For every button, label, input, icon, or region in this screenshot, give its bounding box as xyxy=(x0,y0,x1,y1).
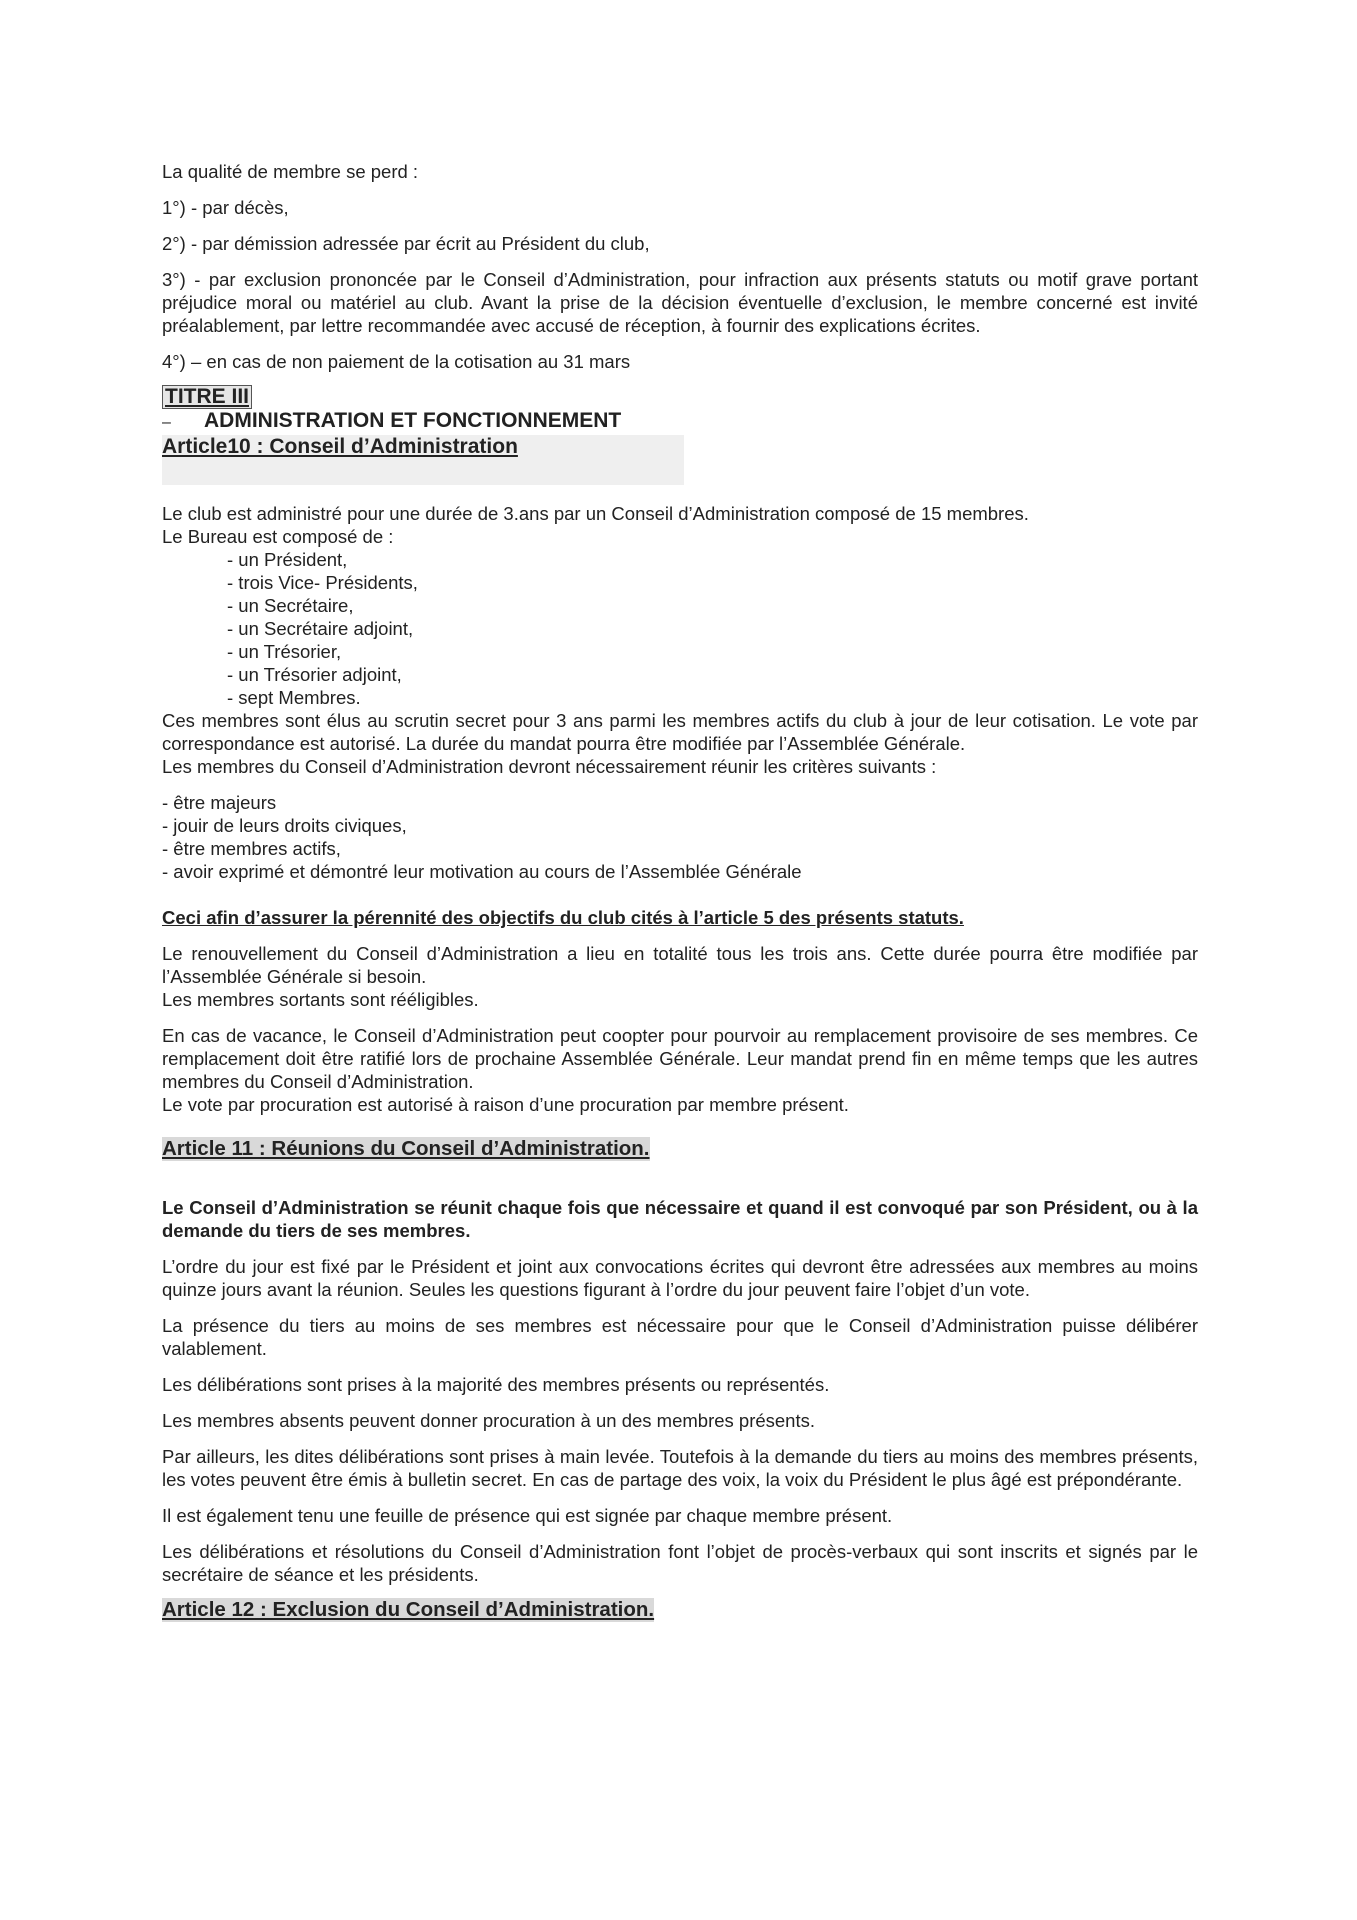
list-item: - trois Vice- Présidents, xyxy=(227,572,418,593)
article10-intro-line-2: Le Bureau est composé de : xyxy=(162,526,394,547)
reeligible-text: Les membres sortants sont rééligibles. xyxy=(162,989,479,1010)
article11-bold-intro: Le Conseil d’Administration se réunit chaque fois que nécessaire et quand il est convoqué par son Président, ou à la demande du tiers de ses membres. xyxy=(162,1197,1198,1241)
list-item: - être majeurs xyxy=(162,792,277,813)
article11-paragraph: Il est également tenu une feuille de présence qui est signée par chaque membre présent. xyxy=(162,1505,893,1526)
list-item: - être membres actifs, xyxy=(162,838,341,859)
article11-paragraph: La présence du tiers au moins de ses membres est nécessaire pour que le Conseil d’Administration puisse délibérer valablement. xyxy=(162,1315,1198,1359)
article10-heading-box xyxy=(162,435,684,485)
article11-paragraph: L’ordre du jour est fixé par le Président et joint aux convocations écrites qui devront être adressées aux membres au moins quinze jours avant la réunion. Seules les questions figurant à l’ordre du jour peuvent faire l’objet d’un vote. xyxy=(162,1256,1198,1300)
article11-heading: Article 11 : Réunions du Conseil d’Administration. xyxy=(162,1137,650,1160)
article11-paragraph: Les délibérations sont prises à la majorité des membres présents ou représentés. xyxy=(162,1374,830,1395)
article11-paragraph: Les membres absents peuvent donner procuration à un des membres présents. xyxy=(162,1410,816,1431)
article10-heading: Article10 : Conseil d’Administration xyxy=(162,435,518,458)
article11-paragraph: Les délibérations et résolutions du Conseil d’Administration font l’objet de procès-verbaux qui sont inscrits et signés par le secrétaire de séance et les présidents. xyxy=(162,1541,1198,1585)
renewal-text: Le renouvellement du Conseil d’Administration a lieu en totalité tous les trois ans. Cette durée pourra être modifiée par l’Assemblée Générale si besoin. xyxy=(162,943,1198,987)
election-text: Ces membres sont élus au scrutin secret pour 3 ans parmi les membres actifs du club à jour de leur cotisation. Le vote par correspondance est autorisé. La durée du mandat pourra être modifiée par l’Assemblée Générale. xyxy=(162,710,1198,754)
loss-item-3: 3°) - par exclusion prononcée par le Conseil d’Administration, pour infraction aux présents statuts ou motif grave portant préjudice moral ou matériel au club. Avant la prise de la décision éventuelle d’exclusion, le membre concerné est invité préalablement, par lettre recommandée avec accusé de réception, à fournir des explications écrites. xyxy=(162,269,1198,336)
titre-label: TITRE III xyxy=(162,385,252,409)
loss-item-2: 2°) - par démission adressée par écrit au Président du club, xyxy=(162,233,650,254)
loss-item-1: 1°) - par décès, xyxy=(162,197,289,218)
titre-subtitle-line xyxy=(162,409,1198,435)
titre-subtitle: ADMINISTRATION ET FONCTIONNEMENT xyxy=(204,409,622,432)
article12-heading: Article 12 : Exclusion du Conseil d’Administration. xyxy=(162,1598,655,1621)
article11-heading-wrap xyxy=(162,1137,1198,1161)
page-content xyxy=(162,160,1198,1622)
list-item: - avoir exprimé et démontré leur motivation au cours de l’Assemblée Générale xyxy=(162,861,802,882)
article10-intro-line-1: Le club est administré pour une durée de 3.ans par un Conseil d’Administration composé de 15 membres. xyxy=(162,503,1029,524)
titre-block xyxy=(162,385,1198,409)
list-item: - un Secrétaire adjoint, xyxy=(227,618,414,639)
bureau-list xyxy=(162,548,1198,709)
criteria-list xyxy=(162,791,1198,883)
criteria-intro: Les membres du Conseil d’Administration devront nécessairement réunir les critères suivants : xyxy=(162,756,937,777)
proxy-text: Le vote par procuration est autorisé à raison d’une procuration par membre présent. xyxy=(162,1094,849,1115)
list-item: - jouir de leurs droits civiques, xyxy=(162,815,407,836)
purpose-statement: Ceci afin d’assurer la pérennité des objectifs du club cités à l’article 5 des présents statuts. xyxy=(162,907,964,928)
list-item: - un Président, xyxy=(227,549,348,570)
vacancy-text: En cas de vacance, le Conseil d’Administration peut coopter pour pourvoir au remplacement provisoire de ses membres. Ce remplacement doit être ratifié lors de prochaine Assemblée Générale. Leur mandat prend fin en même temps que les autres membres du Conseil d’Administration. xyxy=(162,1025,1198,1092)
list-item: - sept Membres. xyxy=(227,687,361,708)
list-item: - un Trésorier, xyxy=(227,641,342,662)
article11-paragraph: Par ailleurs, les dites délibérations sont prises à main levée. Toutefois à la demande du tiers au moins des membres présents, les votes peuvent être émis à bulletin secret. En cas de partage des voix, la voix du Président le plus âgé est prépondérante. xyxy=(162,1446,1198,1490)
article12-heading-wrap xyxy=(162,1598,1198,1622)
article10-body xyxy=(162,502,1198,1116)
membership-loss-heading: La qualité de membre se perd : xyxy=(162,161,419,182)
list-item: - un Secrétaire, xyxy=(227,595,354,616)
loss-item-4: 4°) – en cas de non paiement de la cotisation au 31 mars xyxy=(162,351,631,372)
titre-dash: – xyxy=(162,414,171,431)
list-item: - un Trésorier adjoint, xyxy=(227,664,402,685)
